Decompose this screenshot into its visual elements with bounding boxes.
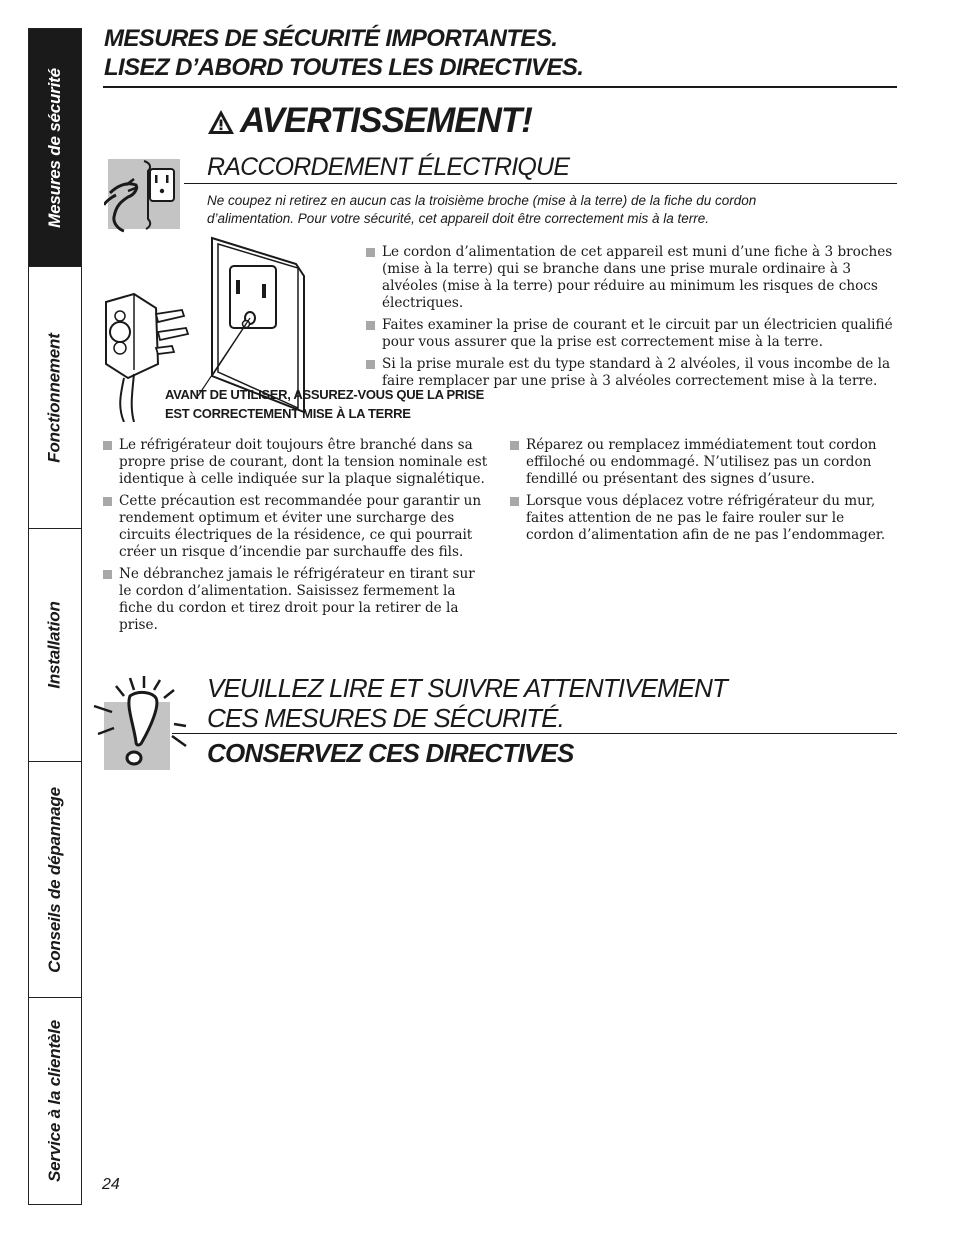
bullet-square-icon [366, 248, 375, 257]
list-item: Ne débranchez jamais le réfrigérateur en tirant sur le cordon d’alimentation. Saisissez fermement la fiche du cordon et tirez droit pour la retirer de la prise. [103, 566, 489, 634]
bullet-square-icon [366, 360, 375, 369]
tab-safety[interactable] [29, 29, 81, 267]
bullet-square-icon [103, 497, 112, 506]
header-line-2: LISEZ D’ABORD TOUTES LES DIRECTIVES. [104, 54, 584, 81]
closing-line-2: CES MESURES DE SÉCURITÉ. [207, 703, 564, 733]
tab-customer-service-label: Service à la clientèle [45, 1020, 64, 1182]
tab-installation[interactable] [29, 529, 81, 762]
closing-heading [207, 673, 807, 733]
list-item: Le cordon d’alimentation de cet appareil est muni d’une fiche à 3 broches (mise à la terre) qui se branche dans une prise murale ordinaire à 3 alvéoles (mise à la terre) pour réduire au minimum les risques de chocs électriques. [366, 244, 896, 312]
warning-heading [206, 100, 532, 142]
intro-line-2: d’alimentation. Pour votre sécurité, cet appareil doit être correctement mis à la terre. [207, 211, 709, 226]
list-item: Le réfrigérateur doit toujours être branché dans sa propre prise de courant, dont la tension nominale est identique à celle indiquée sur la plaque signalétique. [103, 437, 489, 488]
closing-rule [172, 733, 897, 734]
grounding-bullet-list [366, 244, 896, 395]
electrical-intro [207, 192, 847, 228]
figure-caption [165, 385, 505, 423]
list-item: Cette précaution est recommandée pour garantir un rendement optimum et éviter une surcharge des circuits électriques de la résidence, ce qui pourrait créer un risque d’incendie par surchauffe des fils. [103, 493, 489, 561]
tab-operation-label: Fonctionnement [45, 332, 65, 463]
intro-line-1: Ne coupez ni retirez en aucun cas la troisième broche (mise à la terre) de la fiche du cordon [207, 193, 757, 208]
bullet-square-icon [103, 570, 112, 579]
bullet-square-icon [510, 441, 519, 450]
exclamation-alert-icon [90, 676, 190, 772]
tab-installation-label: Installation [45, 601, 64, 689]
list-item: Faites examiner la prise de courant et le circuit par un électricien qualifié pour vous assurer que la prise est correctement mise à la terre. [366, 317, 896, 351]
bullet-square-icon [103, 441, 112, 450]
bullet-square-icon [366, 321, 375, 330]
tab-customer-service[interactable] [29, 998, 81, 1204]
list-item: Lorsque vous déplacez votre réfrigérateur du mur, faites attention de ne pas le faire rouler sur le cordon d’alimentation afin de ne pas l’endommager. [510, 493, 890, 544]
caption-line-2: EST CORRECTEMENT MISE À LA TERRE [165, 406, 411, 421]
list-item: Si la prise murale est du type standard à 2 alvéoles, il vous incombe de la faire remplacer par une prise à 3 alvéoles correctement mise à la terre. [366, 356, 896, 390]
bullet-square-icon [510, 497, 519, 506]
header-rule [103, 86, 897, 88]
closing-line-1: VEUILLEZ LIRE ET SUIVRE ATTENTIVEMENT [207, 673, 728, 703]
list-item: Réparez ou remplacez immédiatement tout cordon effiloché ou endommagé. N’utilisez pas un cordon fendillé ou présentant des signes d’usure. [510, 437, 890, 488]
save-instructions-heading: CONSERVEZ CES DIRECTIVES [207, 738, 574, 768]
power-bullet-list-right [510, 437, 890, 549]
warning-triangle-icon [206, 108, 236, 136]
tab-safety-label: Mesures de sécurité [45, 67, 65, 228]
tab-operation[interactable] [29, 267, 81, 529]
power-bullet-list-left [103, 437, 489, 639]
tab-troubleshooting-label: Conseils de dépannage [45, 786, 64, 973]
page-header [104, 24, 894, 82]
caption-line-1: AVANT DE UTILISER, ASSUREZ-VOUS QUE LA PRISE [165, 387, 485, 402]
page-number: 24 [102, 1176, 120, 1193]
electric-plug-outlet-icon [104, 157, 184, 233]
electrical-title-rule [184, 183, 897, 184]
section-tab-bar [28, 28, 82, 1205]
header-line-1: MESURES DE SÉCURITÉ IMPORTANTES. [104, 25, 558, 52]
tab-troubleshooting[interactable] [29, 762, 81, 998]
electrical-title: RACCORDEMENT ÉLECTRIQUE [207, 153, 570, 181]
warning-title: AVERTISSEMENT! [240, 101, 532, 140]
